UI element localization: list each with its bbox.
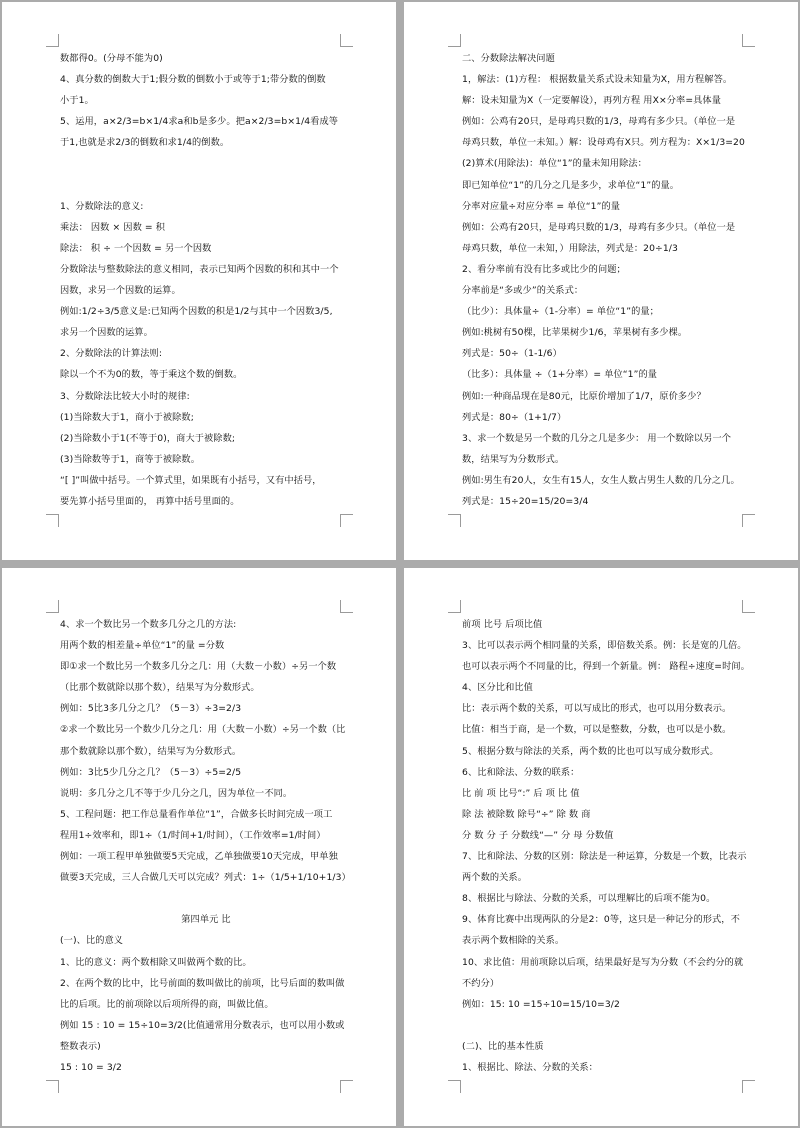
text-line: 前项 比号 后项比值 [462,619,543,630]
text-line: 9、体育比赛中出现两队的分是2：0等，这只是一种记分的形式，不 [462,914,740,926]
text-line: 列式是：15÷20=15/20=3/4 [462,495,589,507]
blank-line [60,175,352,196]
section-heading: (二)、比的基本性质 [462,1040,544,1052]
text-line: (1)当除数大于1，商小于被除数; [60,411,194,423]
text-line: 也可以表示两个不同量的比，得到一个新量。例： 路程÷速度=时间。 [462,661,750,673]
page-text [462,614,754,1078]
section-heading: 6、比和除法、分数的联系： [462,766,580,778]
text-line: 分率前是“多或少”的关系式： [462,285,584,297]
text-line: 15 : 10 = 3/2 [60,1061,122,1073]
document-page-1 [2,2,396,560]
text-line: 比 前 项 比号“:” 后 项 比 值 [462,787,580,799]
text-line: 数都得0。(分母不能为0) [60,53,163,64]
crop-mark [448,1080,461,1093]
text-line: 数，结果写为分数形式。 [462,453,565,465]
blank-line [462,1015,754,1036]
section-heading: 4、区分比和比值 [462,682,533,694]
text-line: 例如 15 : 10 = 15÷10=3/2(比值通常用分数表示，也可以用小数或 [60,1019,345,1031]
crop-mark [742,600,755,613]
text-line: 2、在两个数的比中，比号前面的数叫做比的前项，比号后面的数叫做 [60,977,345,989]
section-heading: 2、看分率前有没有比多或比少的问题； [462,263,626,275]
document-page-2 [404,2,798,560]
text-line: 比的后项。比的前项除以后项所得的商，叫做比值。 [60,998,274,1010]
crop-mark [448,600,461,613]
document-page-4 [404,568,798,1126]
unit-title: 第四单元 比 [181,914,231,926]
text-line: 4、真分数的倒数大于1;假分数的倒数小于或等于1;带分数的倒数 [60,74,326,86]
page-text [60,48,352,512]
text-line: 5、根据分数与除法的关系，两个数的比也可以写成分数形式。 [462,745,719,757]
text-line: 例如:一种商品现在是80元，比原价增加了1/7，原价多少？ [462,390,706,402]
text-line: 1、根据比、除法、分数的关系： [462,1061,598,1073]
text-line: (2)算术(用除法)：单位“1”的量未知用除法： [462,158,647,170]
text-line: 例如：一项工程甲单独做要5天完成，乙单独做要10天完成，甲单独 [60,851,338,863]
text-line: 3、求一个数是另一个数的几分之几是多少： 用一个数除以另一个 [462,432,732,444]
text-line: 小于1。 [60,95,94,107]
text-line: “[ ]”叫做中括号。一个算式里，如果既有小括号，又有中括号， [60,474,322,486]
text-line: 例如：公鸡有20只，是母鸡只数的1/3，母鸡有多少只。（单位一是 [462,116,736,128]
text-line: 即已知单位“1”的几分之几是多少，求单位“1”的量。 [462,179,680,191]
text-line: 母鸡只数，单位一未知。）解：设母鸡有X只。列方程为：X×1/3=20 [462,137,745,149]
text-line: 整数表示) [60,1040,101,1052]
section-heading: 3、分数除法比较大小时的规律: [60,390,190,402]
text-line: 3、比可以表示两个相同量的关系，即倍数关系。例：长是宽的几倍。 [462,640,747,652]
text-line: （比多）：具体量 ÷（1+分率）= 单位“1”的量 [462,369,658,381]
blank-line [60,153,352,174]
text-line: 例如：3比5少几分之几？（5－3）÷5=2/5 [60,766,242,778]
crop-mark [46,34,59,47]
text-line: 母鸡只数，单位一未知，）用除法，列式是：20÷1/3 [462,242,678,254]
text-line: 例如：15: 10 =15÷10=15/10=3/2 [462,998,620,1010]
text-line: 于1,也就是求2/3的倒数和求1/4的倒数。 [60,137,230,149]
text-line: 程用1÷效率和，即1÷（1/时间+1/时间），（工作效率=1/时间） [60,829,326,841]
text-line: 做要3天完成，三人合做几天可以完成？列式：1÷（1/5+1/10+1/3） [60,872,351,884]
section-heading: (一)、比的意义 [60,935,124,947]
crop-mark [340,1080,353,1093]
crop-mark [340,600,353,613]
text-line: 表示两个数相除的关系。 [462,935,565,947]
text-line: 10、求比值：用前项除以后项，结果最好是写为分数（不会约分的就 [462,956,744,968]
text-line: 8、根据比与除法、分数的关系，可以理解比的后项不能为0。 [462,893,716,905]
crop-mark [46,600,59,613]
text-line: 除以一个不为0的数，等于乘这个数的倒数。 [60,369,243,381]
crop-mark [46,1080,59,1093]
text-line: 列式是：80÷（1+1/7） [462,411,567,423]
text-line: 用两个数的相差量÷单位“1”的量 =分数 [60,640,225,652]
text-line: 因数，求另一个因数的运算。 [60,285,181,297]
text-line: 不约分） [462,977,500,989]
text-line: 5、工程问题：把工作总量看作单位“1”，合做多长时间完成一项工 [60,808,333,820]
section-heading: 二、分数除法解决问题 [462,53,555,64]
section-heading: 1、分数除法的意义: [60,200,144,212]
page-text [60,614,352,1078]
text-line: 例如:男生有20人，女生有15人，女生人数占男生人数的几分之几。 [462,474,740,486]
crop-mark [46,514,59,527]
text-line: (3)当除数等于1，商等于被除数。 [60,453,200,465]
text-line: 1、比的意义：两个数相除又叫做两个数的比。 [60,956,252,968]
text-line: 例如:桃树有50棵，比苹果树少1/6，苹果树有多少棵。 [462,327,688,339]
text-line: （比那个数就除以那个数），结果写为分数形式。 [60,682,260,694]
crop-mark [448,34,461,47]
crop-mark [340,514,353,527]
text-line: 求另一个因数的运算。 [60,327,153,339]
text-line: 即①求一个数比另一个数多几分之几：用（大数－小数）÷另一个数 [60,661,337,673]
text-line: 7、比和除法、分数的区别：除法是一种运算，分数是一个数，比表示 [462,851,747,863]
text-line: 5、运用，a×2/3=b×1/4求a和b是多少。把a×2/3=b×1/4看成等 [60,116,339,128]
text-line: 例如：5比3多几分之几？（5－3）÷3=2/3 [60,703,242,715]
text-line: 解：设未知量为X（一定要解设），再列方程 用X×分率=具体量 [462,95,721,107]
text-line: (2)当除数小于1(不等于0)，商大于被除数; [60,432,236,444]
text-line: 例如：公鸡有20只，是母鸡只数的1/3，母鸡有多少只。（单位一是 [462,221,736,233]
text-line: 分数除法与整数除法的意义相同，表示已知两个因数的积和其中一个 [60,263,339,275]
text-line: 两个数的关系。 [462,872,528,884]
crop-mark [742,514,755,527]
text-line: 例如:1/2÷3/5意义是:已知两个因数的积是1/2与其中一个因数3/5, [60,306,333,318]
text-line: 1，解法：(1)方程： 根据数量关系式设未知量为X，用方程解答。 [462,74,733,86]
text-line: ②求一个数比另一个数少几分之几：用（大数－小数）÷另一个数（比 [60,724,346,736]
blank-line [60,888,352,909]
text-line: 分 数 分 子 分数线“—” 分 母 分数值 [462,829,614,841]
text-line: 说明：多几分之几不等于少几分之几，因为单位一不同。 [60,787,293,799]
text-line: 除 法 被除数 除号“÷” 除 数 商 [462,808,591,820]
crop-mark [340,34,353,47]
section-heading: 2、分数除法的计算法则: [60,348,163,360]
text-line: 分率对应量÷对应分率 = 单位“1”的量 [462,200,621,212]
text-line: 比：表示两个数的关系，可以写成比的形式，也可以用分数表示。 [462,703,732,715]
crop-mark [742,1080,755,1093]
text-line: 要先算小括号里面的， 再算中括号里面的。 [60,495,240,507]
text-line: 列式是：50÷（1-1/6） [462,348,562,360]
crop-mark [448,514,461,527]
text-line: 那个数就除以那个数），结果写为分数形式。 [60,745,242,757]
text-line: 比值：相当于商，是一个数，可以是整数，分数，也可以是小数。 [462,724,732,736]
page-text [462,48,754,512]
text-line: 除法： 积 ÷ 一个因数 = 另一个因数 [60,242,212,254]
text-line: （比少）：具体量÷（1-分率）= 单位“1”的量； [462,306,659,318]
document-page-3 [2,568,396,1126]
section-heading: 4、求一个数比另一个数多几分之几的方法: [60,619,237,630]
text-line: 乘法： 因数 × 因数 = 积 [60,221,165,233]
crop-mark [742,34,755,47]
